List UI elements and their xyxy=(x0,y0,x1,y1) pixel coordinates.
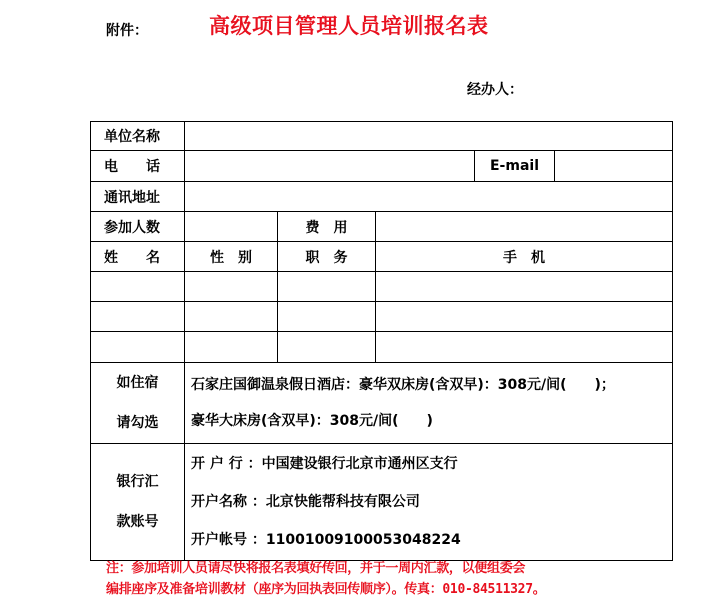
row-lodging xyxy=(91,363,673,444)
row-attendee-header xyxy=(91,242,673,272)
attendee-position-field[interactable] xyxy=(278,272,376,302)
bank-details xyxy=(185,444,673,561)
attendee-mobile-field[interactable] xyxy=(376,332,673,363)
attendee-gender-field[interactable] xyxy=(185,332,278,363)
attendee-row xyxy=(91,302,673,332)
account-name: 开户名称 ：北京快能帮科技有限公司 xyxy=(191,494,420,510)
form-title: 高级项目管理人员培训报名表 xyxy=(209,14,489,38)
attendee-position-field[interactable] xyxy=(278,332,376,363)
unit-name-field[interactable] xyxy=(185,122,673,151)
participants-field[interactable] xyxy=(185,212,278,242)
email-label: E-mail xyxy=(475,151,555,182)
attendee-gender-field[interactable] xyxy=(185,302,278,332)
attendee-name-field[interactable] xyxy=(91,272,185,302)
footer-note xyxy=(106,558,706,600)
row-address xyxy=(91,182,673,212)
attendee-mobile-field[interactable] xyxy=(376,302,673,332)
position-header: 职 务 xyxy=(278,242,376,272)
attendee-gender-field[interactable] xyxy=(185,272,278,302)
registration-form-table xyxy=(90,121,673,561)
attendee-mobile-field[interactable] xyxy=(376,272,673,302)
handler-label: 经办人： xyxy=(467,82,523,98)
lodging-options[interactable] xyxy=(185,363,673,444)
account-number: 开户帐号 ：11001009100053048224 xyxy=(191,532,461,548)
address-label: 通讯地址 xyxy=(91,182,185,212)
row-bank xyxy=(91,444,673,561)
note-line-1: 注：参加培训人员请尽快将报名表填好传回，并于一周内汇款，以便组委会 xyxy=(106,561,526,576)
name-header: 姓 名 xyxy=(91,242,185,272)
mobile-header: 手 机 xyxy=(376,242,673,272)
lodging-label-line-2: 请勾选 xyxy=(116,415,159,431)
fee-label: 费 用 xyxy=(278,212,376,242)
lodging-label xyxy=(91,363,185,444)
note-line-2: 编排座序及准备培训教材（座序为回执表回传顺序）。传真：010-84511327。 xyxy=(106,582,546,597)
bank-label xyxy=(91,444,185,561)
unit-name-label: 单位名称 xyxy=(91,122,185,151)
phone-label: 电 话 xyxy=(91,151,185,182)
lodging-option-king[interactable]: 豪华大床房(含双早)：308元/间( ) xyxy=(191,413,433,429)
row-phone-email xyxy=(91,151,673,182)
lodging-option-twin[interactable]: 石家庄国御温泉假日酒店：豪华双床房(含双早)：308元/间( )； xyxy=(191,377,615,393)
email-field[interactable] xyxy=(555,151,673,182)
bank-name: 开 户 行 ：中国建设银行北京市通州区支行 xyxy=(191,456,458,472)
attachment-label: 附件： xyxy=(106,23,148,39)
row-unit-name xyxy=(91,122,673,151)
participants-label: 参加人数 xyxy=(91,212,185,242)
bank-label-line-2: 款账号 xyxy=(116,514,159,530)
phone-field[interactable] xyxy=(185,151,475,182)
row-participants-fee xyxy=(91,212,673,242)
attendee-name-field[interactable] xyxy=(91,302,185,332)
gender-header: 性 别 xyxy=(185,242,278,272)
bank-label-line-1: 银行汇 xyxy=(116,474,159,490)
attendee-name-field[interactable] xyxy=(91,332,185,363)
fee-field[interactable] xyxy=(376,212,673,242)
attendee-row xyxy=(91,332,673,363)
attendee-position-field[interactable] xyxy=(278,302,376,332)
address-field[interactable] xyxy=(185,182,673,212)
attendee-row xyxy=(91,272,673,302)
lodging-label-line-1: 如住宿 xyxy=(116,375,159,391)
